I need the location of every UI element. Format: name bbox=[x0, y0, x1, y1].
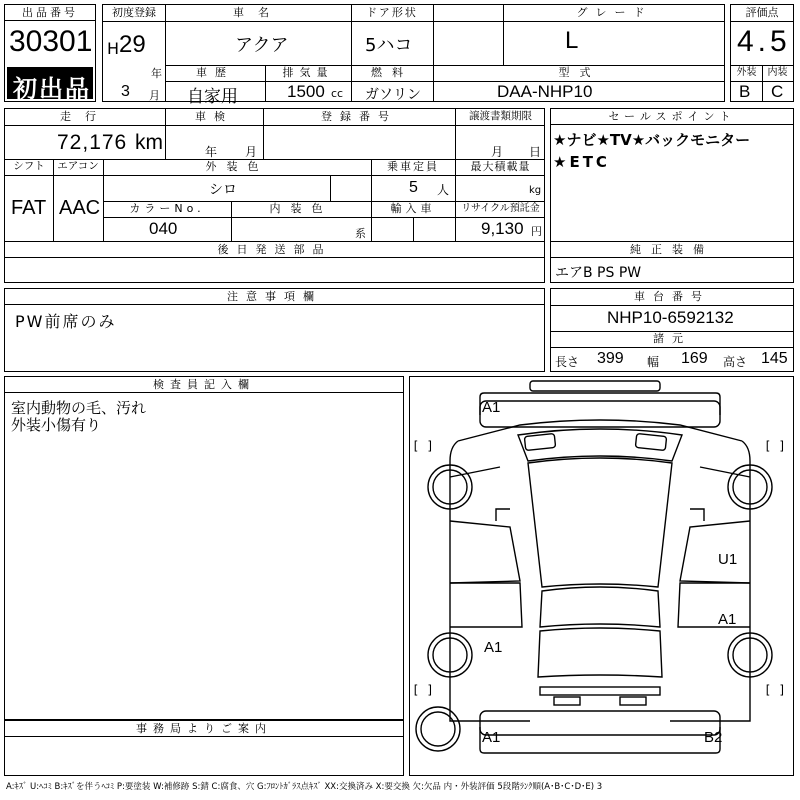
length-value: 399 bbox=[597, 350, 624, 367]
equipment-value: エアB PS PW bbox=[555, 265, 642, 281]
door-label: ドア形状 bbox=[366, 6, 418, 19]
max-load-label: 最大積載量 bbox=[470, 160, 531, 173]
displacement-label: 排気量 bbox=[282, 66, 334, 79]
bracket-right-rear: [ ] bbox=[764, 683, 786, 697]
exterior-score: B bbox=[739, 82, 751, 101]
car-diagram-box bbox=[409, 376, 794, 776]
dimensions-label: 諸元 bbox=[653, 332, 691, 345]
exterior-score-label: 外装 bbox=[736, 67, 757, 78]
bracket-left-rear: [ ] bbox=[412, 683, 434, 697]
interior-score: C bbox=[771, 82, 784, 101]
damage-left-rear: A1 bbox=[484, 639, 503, 656]
bracket-left-front: [ ] bbox=[412, 439, 434, 453]
mid-info-box bbox=[4, 108, 545, 242]
transfer-label: 譲渡書類期限 bbox=[469, 110, 532, 122]
height-label: 高さ bbox=[723, 355, 748, 369]
score-value: 4.5 bbox=[737, 25, 791, 58]
score-box bbox=[730, 4, 794, 102]
import-label: 輸入車 bbox=[390, 202, 436, 215]
damage-right-door-front: U1 bbox=[718, 551, 738, 568]
sales-point-line-2: ★ETC bbox=[553, 153, 610, 171]
transfer-month-unit: 月 bbox=[491, 145, 504, 159]
inspector-label: 検査員記入欄 bbox=[5, 377, 403, 393]
model-label: 型式 bbox=[558, 66, 601, 79]
reg-label: 初度登録 bbox=[112, 6, 156, 19]
reg-number-label: 登録番号 bbox=[321, 110, 397, 123]
later-parts-box bbox=[4, 241, 545, 283]
width-label: 幅 bbox=[647, 355, 660, 369]
score-label: 評価点 bbox=[745, 6, 779, 19]
grade-label: グレード bbox=[576, 6, 653, 19]
recycle-unit: 円 bbox=[531, 225, 542, 238]
reg-era: H bbox=[107, 39, 120, 58]
sales-point-line-1: ★ナビ★TV★バックモニター bbox=[553, 131, 751, 149]
car-name-value: アクア bbox=[235, 35, 289, 56]
first-listing-text: 初出品 bbox=[13, 75, 91, 103]
model-value: DAA-NHP10 bbox=[497, 82, 593, 101]
damage-right-door-rear: A1 bbox=[718, 611, 737, 628]
exterior-color-label: 外装色 bbox=[205, 160, 269, 173]
length-label: 長さ bbox=[555, 355, 580, 369]
shift-label: シフト bbox=[13, 160, 45, 172]
top-info-box bbox=[102, 4, 725, 107]
fuel-label: 燃料 bbox=[371, 66, 413, 79]
recycle-value: 9,130 bbox=[481, 219, 524, 238]
legend-text: A:ｷｽﾞ U:ﾍｺﾐ B:ｷｽﾞを伴うﾍｺﾐ P:要塗装 W:補修跡 S:錆 C:腐食、穴 G:ﾌﾛﾝﾄｶﾞﾗｽ点ｷｽﾞ XX:交換済み X:要交換 欠:欠品 内・外装評価 5段階ﾗﾝｸ順(A･B･C･D･E) 3 bbox=[6, 782, 603, 792]
mileage-value: 72,176 bbox=[57, 131, 128, 154]
aircon-label: エアコン bbox=[57, 160, 99, 172]
transfer-day-unit: 日 bbox=[529, 145, 542, 159]
interior-score-label: 内装 bbox=[767, 67, 788, 78]
displacement-value: 1500 bbox=[287, 82, 325, 101]
grade-value: L bbox=[565, 27, 579, 54]
office-box bbox=[4, 720, 404, 776]
color-no-label: カラーNo. bbox=[129, 202, 205, 215]
mileage-label: 走行 bbox=[60, 110, 110, 123]
bracket-right-front: [ ] bbox=[764, 439, 786, 453]
shift-value: FAT bbox=[11, 197, 47, 219]
displacement-unit: cc bbox=[331, 87, 344, 100]
capacity-unit: 人 bbox=[437, 183, 450, 197]
capacity-label: 乗車定員 bbox=[387, 160, 439, 173]
sales-points-box bbox=[550, 108, 794, 242]
damage-rear-right: B2 bbox=[704, 729, 723, 746]
capacity-value: 5 bbox=[409, 179, 418, 196]
reg-year-unit: 年 bbox=[151, 67, 162, 80]
color-no-value: 040 bbox=[149, 219, 178, 238]
lot-box bbox=[4, 4, 96, 102]
interior-color-unit: 系 bbox=[355, 227, 366, 240]
inspector-line-2: 外装小傷有り bbox=[11, 416, 102, 434]
inspection-label: 車検 bbox=[195, 110, 233, 123]
reg-year: 29 bbox=[119, 31, 146, 58]
history-value: 自家用 bbox=[187, 87, 238, 107]
damage-rear-left: A1 bbox=[482, 729, 501, 746]
notes-value: PW前席のみ bbox=[15, 312, 117, 331]
height-value: 145 bbox=[761, 350, 788, 367]
lot-number: 30301 bbox=[9, 25, 93, 58]
reg-month: 3 bbox=[121, 83, 130, 100]
later-parts-label: 後日発送部品 bbox=[5, 242, 544, 258]
chassis-box bbox=[550, 288, 794, 372]
notes-box bbox=[4, 288, 545, 372]
chassis-value: NHP10-6592132 bbox=[607, 308, 734, 327]
max-load-unit: kg bbox=[529, 185, 542, 196]
car-diagram bbox=[410, 377, 793, 775]
equipment-label: 純正装備 bbox=[551, 242, 793, 258]
lot-label: 出品番号 bbox=[5, 5, 95, 21]
chassis-label: 車台番号 bbox=[634, 290, 710, 303]
inspection-year-unit: 年 bbox=[205, 145, 218, 159]
fuel-value: ガソリン bbox=[365, 87, 421, 103]
damage-front-left: A1 bbox=[482, 399, 501, 416]
notes-label: 注意事項欄 bbox=[5, 289, 544, 305]
car-name-label: 車名 bbox=[233, 6, 283, 19]
recycle-label: リサイクル預託金 bbox=[461, 203, 540, 214]
mileage-unit: km bbox=[135, 131, 163, 154]
history-label: 車歴 bbox=[196, 66, 234, 79]
interior-color-label: 内装色 bbox=[269, 202, 333, 215]
door-value: 5ハコ bbox=[365, 35, 413, 56]
width-value: 169 bbox=[681, 350, 708, 367]
inspection-month-unit: 月 bbox=[245, 145, 258, 159]
equipment-box bbox=[550, 241, 794, 283]
sales-points-label: セールスポイント bbox=[551, 109, 793, 125]
exterior-color-value: シロ bbox=[209, 182, 237, 198]
inspector-box bbox=[4, 376, 404, 720]
inspector-line-1: 室内動物の毛、汚れ bbox=[11, 399, 147, 417]
reg-month-unit: 月 bbox=[149, 89, 160, 102]
aircon-value: AAC bbox=[59, 197, 101, 219]
office-label: 事務局よりご案内 bbox=[5, 721, 403, 737]
